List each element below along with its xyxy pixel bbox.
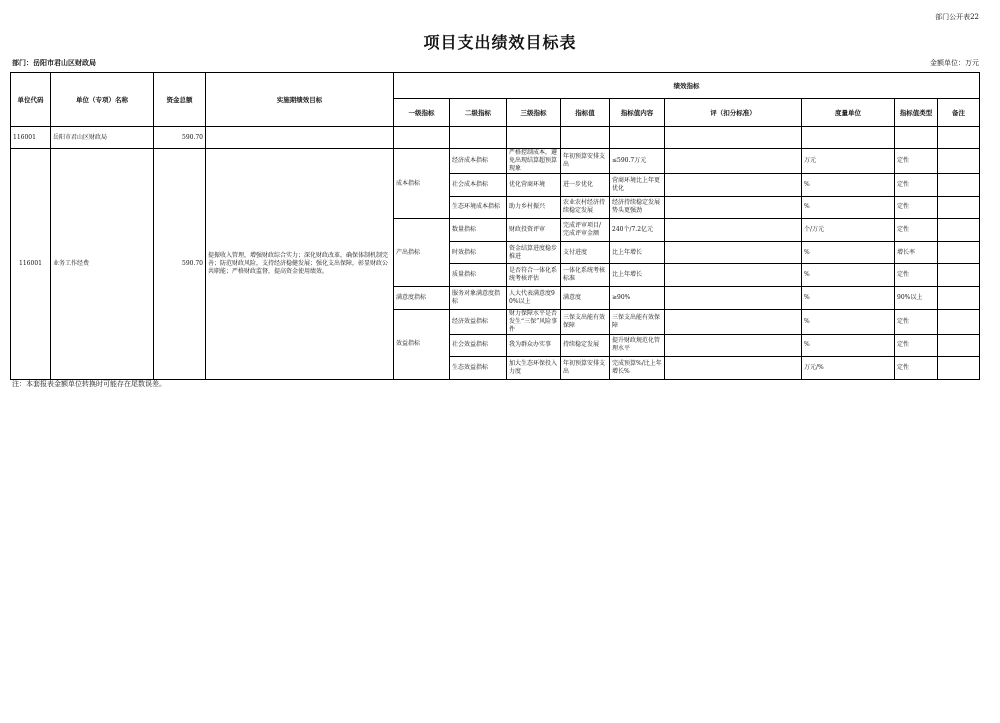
level1-indicator: 效益指标: [394, 309, 450, 379]
indicator-value: 完成评审项目/完成评审金额: [561, 219, 610, 242]
score-standard: [665, 174, 802, 197]
indicator-value-content: 比上年增长: [610, 264, 665, 287]
value-type: 定性: [895, 334, 938, 357]
header-remark: 备注: [938, 99, 980, 127]
indicator-value-content: ≤590.7万元: [610, 149, 665, 174]
measure-unit: %: [802, 334, 895, 357]
measure-unit: %: [802, 286, 895, 309]
level3-indicator: 人大代表满意度90%以上: [507, 286, 561, 309]
indicator-value: 一体化系统考核标准: [561, 264, 610, 287]
remark-cell: [938, 309, 980, 334]
score-standard: [665, 334, 802, 357]
indicator-value-content: 提升财政规范化管理水平: [610, 334, 665, 357]
indicator-value: 年初预算安排支出: [561, 149, 610, 174]
header-goal: 实施期绩效目标: [206, 73, 394, 127]
value-type: 定性: [895, 174, 938, 197]
table-number-label: 部门公开表22: [935, 13, 979, 21]
score-standard: [665, 241, 802, 264]
project-amount: 590.70: [154, 149, 206, 380]
indicator-value: 支付进度: [561, 241, 610, 264]
summary-code: 116001: [11, 127, 51, 149]
header-value-content: 指标值内容: [610, 99, 665, 127]
level2-indicator: 质量指标: [450, 264, 507, 287]
level3-indicator: 财政投资评审: [507, 219, 561, 242]
remark-cell: [938, 149, 980, 174]
indicator-value-content: 完成预算%/比上年增长%: [610, 357, 665, 380]
header-unit-name: 单位（专项）名称: [51, 73, 154, 127]
value-type: 定性: [895, 309, 938, 334]
indicator-value: 满意度: [561, 286, 610, 309]
remark-cell: [938, 196, 980, 219]
remark-cell: [938, 334, 980, 357]
header-level3: 三级指标: [507, 99, 561, 127]
remark-cell: [938, 264, 980, 287]
header-level2: 二级指标: [450, 99, 507, 127]
indicator-value: 三保支出能有效保障: [561, 309, 610, 334]
level3-indicator: 优化营商环境: [507, 174, 561, 197]
amount-unit-label: 金额单位：万元: [930, 59, 979, 67]
measure-unit: %: [802, 174, 895, 197]
level1-indicator: 满意度指标: [394, 286, 450, 309]
footnote: 注：本套报表金额单位转换时可能存在尾数误差。: [12, 380, 166, 388]
value-type: 定性: [895, 149, 938, 174]
level2-indicator: 时效指标: [450, 241, 507, 264]
level3-indicator: 加大生态环保投入力度: [507, 357, 561, 380]
score-standard: [665, 357, 802, 380]
level2-indicator: 社会成本指标: [450, 174, 507, 197]
remark-cell: [938, 219, 980, 242]
level1-indicator: 成本指标: [394, 149, 450, 219]
indicator-value-content: 240个/7.2亿元: [610, 219, 665, 242]
level2-indicator: 生态环境成本指标: [450, 196, 507, 219]
project-goal: 提振收入管理，增强财政综合实力；深化财政改革，确保体制机制完善；防范财政风险，支持经济稳健发展；强化支出保障，彰显财政公共职能；严格财政监督，提高资金使用绩效。: [206, 149, 394, 380]
value-type: 90%以上: [895, 286, 938, 309]
measure-unit: %: [802, 241, 895, 264]
header-value: 指标值: [561, 99, 610, 127]
measure-unit: %: [802, 309, 895, 334]
level3-indicator: 资金结算进度稳步推进: [507, 241, 561, 264]
header-unit-code: 单位代码: [11, 73, 51, 127]
indicator-value: 持续稳定发展: [561, 334, 610, 357]
level3-indicator: 我为群众办实事: [507, 334, 561, 357]
value-type: 增长率: [895, 241, 938, 264]
header-score-standard: 评（扣分标准）: [665, 99, 802, 127]
remark-cell: [938, 174, 980, 197]
value-type: 定性: [895, 196, 938, 219]
level3-indicator: 助力乡村振兴: [507, 196, 561, 219]
value-type: 定性: [895, 264, 938, 287]
score-standard: [665, 264, 802, 287]
performance-target-table: [10, 72, 980, 380]
project-name: 业务工作经费: [51, 149, 154, 380]
score-standard: [665, 286, 802, 309]
remark-cell: [938, 286, 980, 309]
level2-indicator: 数量指标: [450, 219, 507, 242]
indicator-value: 农业农村经济持续稳定发展: [561, 196, 610, 219]
summary-row: [11, 127, 980, 149]
score-standard: [665, 309, 802, 334]
header-measure-unit: 度量单位: [802, 99, 895, 127]
score-standard: [665, 196, 802, 219]
level2-indicator: 社会效益指标: [450, 334, 507, 357]
level2-indicator: 经济成本指标: [450, 149, 507, 174]
measure-unit: 个/万元: [802, 219, 895, 242]
indicator-value-content: 比上年增长: [610, 241, 665, 264]
table-row: [11, 149, 980, 174]
header-total-funds: 资金总额: [154, 73, 206, 127]
value-type: 定性: [895, 219, 938, 242]
header-indicators: 绩效指标: [394, 73, 980, 99]
remark-cell: [938, 241, 980, 264]
page-title: 项目支出绩效目标表: [423, 33, 577, 52]
measure-unit: %: [802, 264, 895, 287]
indicator-value-content: 营商环境比上年更优化: [610, 174, 665, 197]
measure-unit: 万元: [802, 149, 895, 174]
summary-name: 岳阳市君山区财政局: [51, 127, 154, 149]
score-standard: [665, 219, 802, 242]
indicator-value-content: 经济持续稳定发展势头更强劲: [610, 196, 665, 219]
measure-unit: 万元/%: [802, 357, 895, 380]
indicator-value: 进一步优化: [561, 174, 610, 197]
score-standard: [665, 149, 802, 174]
department-label: 部门：岳阳市君山区财政局: [12, 58, 96, 67]
project-code: 116001: [11, 149, 51, 380]
indicator-value-content: 三保支出能有效保障: [610, 309, 665, 334]
level1-indicator: 产出指标: [394, 219, 450, 287]
remark-cell: [938, 357, 980, 380]
level3-indicator: 严格控制成本，避免出现结算超预算现象: [507, 149, 561, 174]
summary-amount: 590.70: [154, 127, 206, 149]
level3-indicator: 是否符合一体化系统考核评估: [507, 264, 561, 287]
header-level1: 一级指标: [394, 99, 450, 127]
header-value-type: 指标值类型: [895, 99, 938, 127]
indicator-value: 年初预算安排支出: [561, 357, 610, 380]
level2-indicator: 生态效益指标: [450, 357, 507, 380]
level3-indicator: 财力保障水平是否发生“三保”风险事件: [507, 309, 561, 334]
indicator-value-content: ≥90%: [610, 286, 665, 309]
level2-indicator: 服务对象满意度指标: [450, 286, 507, 309]
measure-unit: %: [802, 196, 895, 219]
level2-indicator: 经济效益指标: [450, 309, 507, 334]
value-type: 定性: [895, 357, 938, 380]
